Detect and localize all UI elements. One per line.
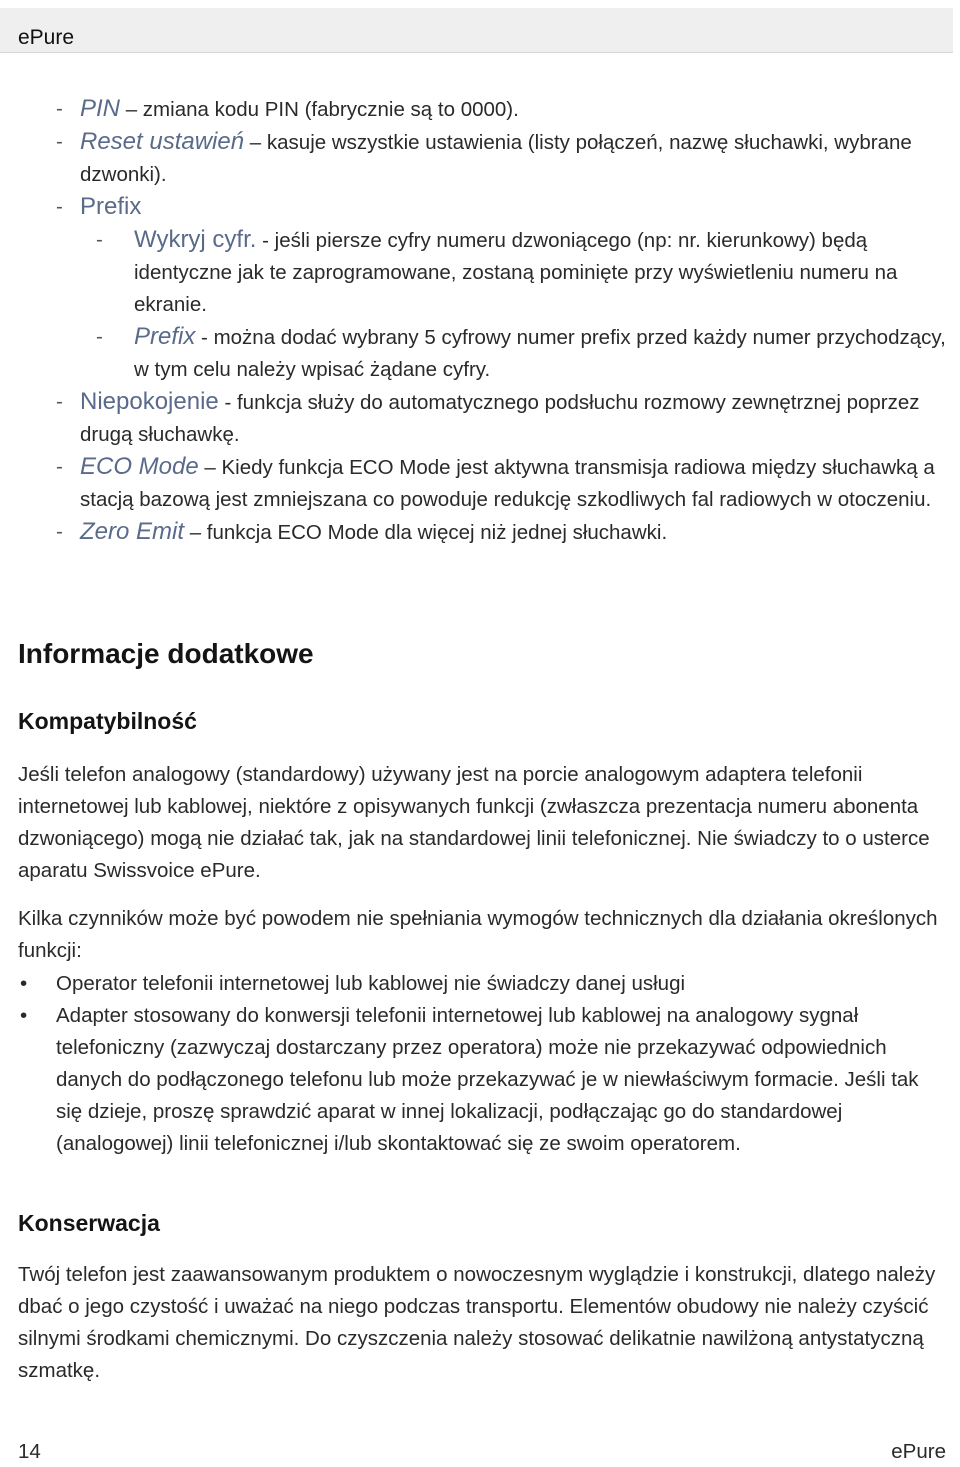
dash: - [56,97,63,120]
dash: - [96,228,103,251]
list-item [18,1000,938,1160]
description: - jeśli piersze cyfry numeru dzwoniącego (np: nr. kierunkowy) będą identyczne jak te zaprogramowane, zostaną pominięte przy wyświetleniu numeru na ekranie. [134,229,898,316]
dash: - [56,455,63,478]
description: - można dodać wybrany 5 cyfrowy numer prefix przed każdy numer przychodzący, w tym celu należy wpisać żądane cyfry. [134,326,946,381]
dash: - [96,325,103,348]
settings-item-pin [56,93,946,126]
settings-item-reset [56,126,946,191]
term-zero-emit: Zero Emit [80,518,185,545]
settings-list [56,93,946,549]
settings-subitem-prefix [56,321,946,386]
list-item-text: Operator telefonii internetowej lub kablowej nie świadczy danej usługi [56,972,686,995]
section-title: Informacje dodatkowe [18,638,314,669]
term-reset: Reset ustawień [80,128,245,155]
header-title: ePure [18,26,75,49]
page-number: 14 [18,1440,41,1463]
header-bar [0,8,953,53]
compatibility-title: Kompatybilność [18,708,197,734]
settings-item-eco-mode [56,451,946,516]
list-item [18,968,938,1000]
description: – zmiana kodu PIN (fabrycznie są to 0000). [120,98,519,121]
bullet-icon: • [20,1004,28,1027]
maintenance-title: Konserwacja [18,1210,160,1236]
compatibility-paragraph-1: Jeśli telefon analogowy (standardowy) używany jest na porcie analogowym adaptera telefonii internetowej lub kablowej, niektóre z opisywanych funkcji (zwłaszcza prezentacja numeru abonenta dzwoniącego) mogą nie działać tak, jak na standardowej linii telefonicznej. Nie świadczy to o usterce aparatu Swissvoice ePure. [18,763,930,882]
description: – kasuje wszystkie ustawienia (listy połączeń, nazwę słuchawki, wybrane dzwonki). [80,131,912,186]
term-prefix: Prefix [80,193,142,220]
settings-item-prefix [56,191,946,224]
term-monitoring: Niepokojenie [80,388,219,415]
settings-item-monitoring [56,386,946,451]
maintenance-paragraph: Twój telefon jest zaawansowanym produktem o nowoczesnym wyglądzie i konstrukcji, dlatego należy dbać o jego czystość i uważać na niego podczas transportu. Elementów obudowy nie należy czyścić silnymi środkami chemicznymi. Do czyszczenia należy stosować delikatnie nawilżoną antystatyczną szmatkę. [18,1263,936,1382]
term-eco-mode: ECO Mode [80,453,199,480]
dash: - [56,130,63,153]
footer-brand: ePure [891,1440,946,1463]
bullet-icon: • [20,972,28,995]
dash: - [56,195,63,218]
dash: - [56,390,63,413]
term-pin: PIN [80,95,121,122]
factor-list [18,968,938,1160]
term-detect-digits: Wykryj cyfr. [134,226,257,253]
compatibility-paragraph-2: Kilka czynników może być powodem nie spełniania wymogów technicznych dla działania określonych funkcji: [18,907,938,962]
settings-item-zero-emit [56,516,946,549]
dash: - [56,520,63,543]
settings-subitem-detect-digits [56,224,946,321]
description: – Kiedy funkcja ECO Mode jest aktywna transmisja radiowa między słuchawką a stacją bazową jest zmniejszana co powoduje redukcję szkodliwych fal radiowych w otoczeniu. [80,456,935,511]
description: - funkcja służy do automatycznego podsłuchu rozmowy zewnętrznej poprzez drugą słuchawkę. [80,391,920,446]
term-prefix-sub: Prefix [134,323,196,350]
list-item-text: Adapter stosowany do konwersji telefonii internetowej lub kablowej na analogowy sygnał telefoniczny (zazwyczaj dostarczany przez operatora) może nie przekazywać odpowiednich danych do podłączonego telefonu lub może przekazywać je w niewłaściwym formacie. Jeśli tak się dzieje, proszę sprawdzić aparat w innej lokalizacji, podłączając go do standardowej (analogowej) linii telefonicznej i/lub skontaktować się ze swoim operatorem. [56,1004,919,1155]
description: – funkcja ECO Mode dla więcej niż jednej słuchawki. [184,521,668,544]
